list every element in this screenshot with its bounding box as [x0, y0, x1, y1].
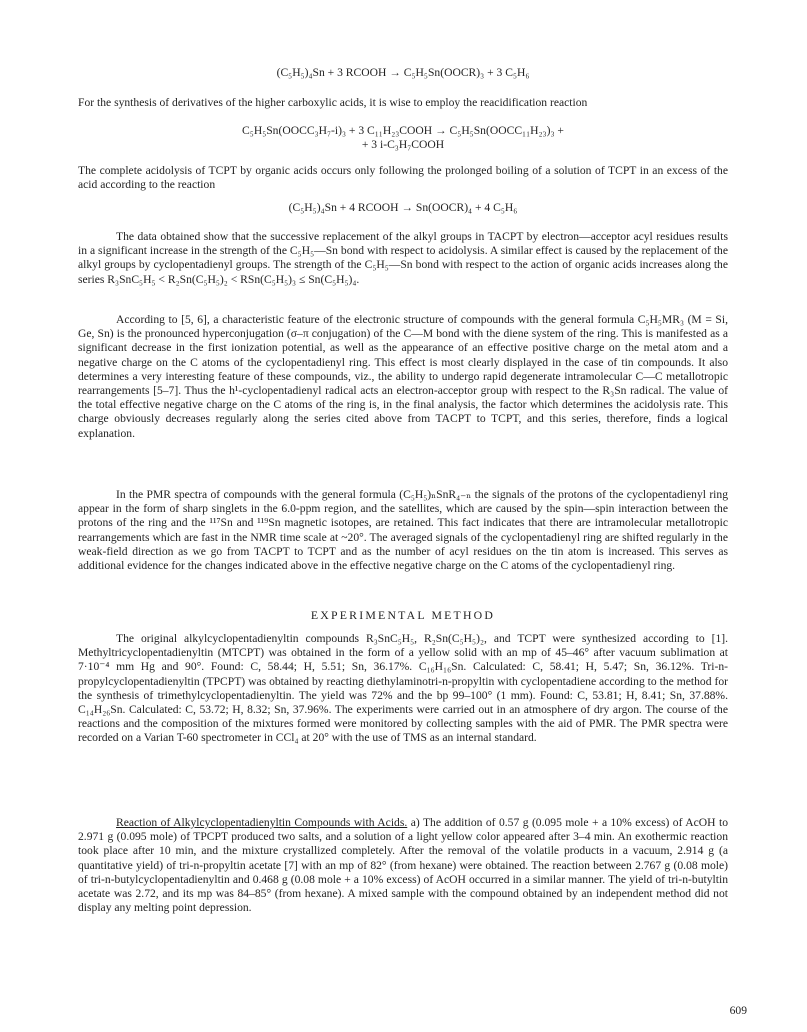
- paragraph-complete-acidolysis: The complete acidolysis of TCPT by organic acids occurs only following the prolonged boiling of a solution of TCPT in an excess of the acid according to the reaction: [78, 164, 728, 192]
- run-in-heading: Reaction of Alkylcyclopentadienyltin Compounds with Acids.: [116, 816, 408, 829]
- paragraph-experimental-synthesis: The original alkylcyclopentadienyltin compounds R₃SnC₅H₅, R₂Sn(C₅H₅)₂, and TCPT were synthesized according to [1]. Methyltricyclopentadienyltin (MTCPT) was obtained in the form of a yellow solid with an mp of 45–46° after vacuum sublimation at 7·10⁻⁴ mm Hg and 90°. Found: C, 58.44; H, 5.51; Sn, 36.17%. C₁₆H₁₆Sn. Calculated: C, 58.41; H, 5.47; Sn, 36.12%. Tri-n-propylcyclopentadienyltin (TPCPT) was obtained by reacting diethylaminotri-n-propyltin with cyclopentadiene according to the method for the synthesis of trimethylcyclopentadienyltin. The yield was 72% and the bp 99–100° (1 mm). Found: C, 53.81; H, 8.41; Sn, 37.88%. C₁₄H₂₆Sn. Calculated: C, 53.72; H, 8.32; Sn, 37.96%. The experiments were carried out in an atmosphere of dry argon. The course of the reactions and the composition of the mixtures formed were monitored by collecting samples with the aid of PMR. The PMR spectra were recorded on a Varian T-60 spectrometer in CCl₄ at 20° with the use of TMS as an internal standard.: [78, 632, 728, 745]
- section-heading: EXPERIMENTAL METHOD: [310, 608, 496, 622]
- paragraph-reacidification: For the synthesis of derivatives of the higher carboxylic acids, it is wise to employ the reacidification reaction: [78, 96, 588, 109]
- equation-line: (C₅H₅)₄Sn + 3 RCOOH → C₅H₅Sn(OOCR)₃ + 3 C₅H₆: [276, 66, 530, 79]
- equation-line: (C₅H₅)₄Sn + 4 RCOOH → Sn(OOCR)₄ + 4 C₅H₆: [288, 201, 518, 214]
- paragraph-bond-strength: The data obtained show that the successive replacement of the alkyl groups in TACPT by electron—acceptor acyl residues results in a significant increase in the strength of the C₅H₅—Sn bond with respect to acidolysis. A similar effect is caused by the replacement of the alkyl groups by cyclopentadienyl groups. The strength of the C₅H₅—Sn bond with respect to the action of organic acids increases along the series R₃SnC₅H₅ < R₂Sn(C₅H₅)₂ < RSn(C₅H₅)₃ ≤ Sn(C₅H₅)₄.: [78, 230, 728, 286]
- paragraph-reaction-with-acids: [78, 816, 728, 915]
- equation-complete-acidolysis: [78, 201, 728, 215]
- equation-line-2: + 3 i-C₃H₇COOH: [361, 138, 445, 152]
- equation-tcpt-acidolysis-partial: [78, 66, 728, 80]
- equation-line-1: C₅H₅Sn(OOCC₃H₇-i)₃ + 3 C₁₁H₂₃COOH → C₅H₅Sn(OOCC₁₁H₂₃)₃ +: [242, 124, 564, 137]
- equation-reacidification: [78, 124, 728, 152]
- paragraph-pmr-spectra: In the PMR spectra of compounds with the general formula (C₅H₅)ₙSnR₄₋ₙ the signals of the protons of the cyclopentadienyl ring appear in the form of sharp singlets in the 6.0-ppm region, and the satellites, which are caused by the spin—spin interaction between the protons of the ring and the ¹¹⁷Sn and ¹¹⁹Sn magnetic isotopes, are retained. This fact indicates that there are intramolecular metallotropic rearrangements which are fast in the NMR time scale at ~20°. The averaged signals of the cyclopentadienyl ring are shifted regularly in the weak-field direction as we go from TACPT to TCPT and as the number of acyl residues on the tin atom is increased. This serves as additional evidence for the changes indicated above in the effective negative charge on the C atoms of the cyclopentadienyl ring.: [78, 488, 728, 573]
- page-number: 609: [729, 1004, 747, 1017]
- paragraph-hyperconjugation: According to [5, 6], a characteristic feature of the electronic structure of compounds with the general formula C₅H₅MR₃ (M = Si, Ge, Sn) is the pronounced hyperconjugation (σ–π conjugation) of the C—M bond with the diene system of the ring. This is manifested as a significant decrease in the first ionization potential, as well as the appearance of an effective positive charge on the metal atom and a negative charge on the C atoms of the cyclopentadienyl ring. This effect is most clearly displayed in the case of tin compounds. It also determines a very interesting feature of these compounds, viz., the ability to undergo rapid degenerate intramolecular C—C metallotropic rearrangements [5–7]. Thus the h¹-cyclopentadienyl radical acts an electron-acceptor group with respect to the R₃Sn radical. The value of the total effective negative charge on the C atoms of the ring is, in the final analysis, the factor which determines the acidolysis rate. This charge obviously decreases regularly along the series cited above from TACPT to TCPT, and this series, therefore, finds a logical explanation.: [78, 313, 728, 440]
- paragraph-body: a) The addition of 0.57 g (0.095 mole + a 10% excess) of AcOH to 2.971 g (0.095 mole) of TPCPT produced two salts, and a solution of a light yellow color appeared after 3–4 min. An exothermic reaction took place after 10 min, and the mixture crystallized completely. After the removal of the volatile products in a vacuum, 2.914 g (a quantitative yield) of tri-n-propyltin acetate [7] with an mp of 82° (from hexane) were obtained. The reaction between 2.767 g (0.08 mole) of tri-n-butylcyclopentadienyltin and 0.468 g (0.08 mole + a 10% excess) of AcOH occurred in a similar manner. The yield of tri-n-butyltin acetate was 2.72, and its mp was 84–85° (from hexane). A mixed sample with the compound obtained by an independent method did not display any melting point depression.: [78, 816, 728, 915]
